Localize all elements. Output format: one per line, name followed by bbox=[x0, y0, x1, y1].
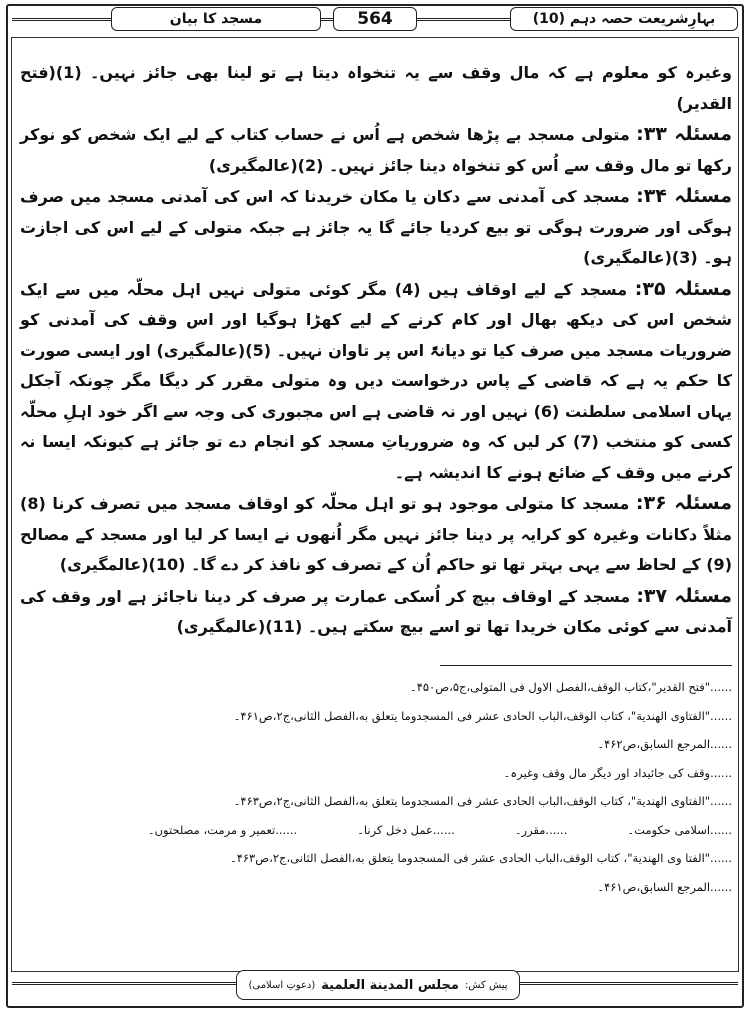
paragraph-text: متولی مسجد بے پڑھا شخص ہے اُس نے حساب کتاب کے لیے ایک شخص کو نوکر رکھا تو مال وقف سے اُس کو تنخواہ دینا جائز نہیں۔ (2)(عالمگیری) bbox=[20, 125, 732, 175]
footnote: ......"فتح القدیر"،کتاب الوقف،الفصل الاول فی المتولی،ج۵،ص۴۵۰۔ bbox=[409, 680, 732, 694]
paragraph-text: وغیرہ کو معلوم ہے کہ مال وقف سے یہ تنخواہ دیتا ہے تو لینا بھی جائز نہیں۔ (1)(فتح القدیر) bbox=[20, 63, 732, 113]
masala-heading: مسئلہ ۳۷: bbox=[636, 584, 732, 607]
footnote: ......مقرر۔ bbox=[514, 822, 568, 837]
book-title: بہارِشریعت حصہ دہم (10) bbox=[510, 7, 738, 31]
paragraph bbox=[20, 119, 732, 181]
header-rule bbox=[12, 18, 111, 21]
publisher-org: (دعوتِ اسلامی) bbox=[248, 979, 316, 991]
footnotes bbox=[20, 673, 732, 901]
paragraph-text: مسجد کی آمدنی سے دکان یا مکان خریدنا کہ اس کی آمدنی مسجد میں صرف ہوگی اور ضرورت ہوگی تو بیع کردیا جائے گا یہ جائز ہے جبکہ متولی کے لیے اس کی اجازت ہو۔ (3)(عالمگیری) bbox=[20, 187, 732, 267]
paragraph bbox=[20, 581, 732, 643]
masala-heading: مسئلہ ۳۴: bbox=[636, 185, 732, 207]
footnote: ......"الفتا وی الهندیة"، کتاب الوقف،الباب الحادی عشر فی المسجدوما یتعلق به،الفصل الثانی،ج۲،ص۴۶۳۔ bbox=[229, 851, 732, 865]
footnote: ......عمل دخل کرنا۔ bbox=[357, 822, 455, 837]
chapter-title: مسجد کا بیان bbox=[111, 7, 321, 31]
footnote-row bbox=[20, 816, 732, 845]
paragraph bbox=[20, 181, 732, 274]
header-rule bbox=[321, 18, 333, 21]
footer-prefix: پیش کش: bbox=[464, 979, 508, 991]
publisher-footer bbox=[236, 970, 520, 1000]
paragraph bbox=[20, 488, 732, 581]
footnote: ......تعمیر و مرمت، مصلحتوں۔ bbox=[147, 822, 298, 837]
masala-heading: مسئلہ ۳۵: bbox=[634, 277, 733, 300]
footnote: ......وقف کی جائیداد اور دیگر مال وقف وغیرہ۔ bbox=[503, 765, 732, 780]
paragraph-text: مسجد کے لیے اوقاف ہیں (4) مگر کوئی متولی نہیں اہل محلّہ میں سے ایک شخص اس کی دیکھ بھال اور کام کرنے کے لیے کھڑا ہوگیا اور اس وقف کی آمدنی کو ضروریات مسجد میں صرف کیا تو دیانۃً اس پر تاوان نہیں۔ (5)(عالمگیری) اور ایسی صورت کا حکم یہ ہے کہ قاضی کے پاس درخواست دیں وہ متولی مقرر کر دیگا مگر چونکہ آجکل یہاں اسلامی سلطنت (6) نہیں اور نہ قاضی ہے اس مجبوری کی وجہ سے اگر خود اہلِ محلّہ کسی کو منتخب (7) کر لیں کہ وہ ضروریاتِ مسجد کو انجام دے تو جائز ہے کیونکہ ایسا نہ کرنے میں وقف کے ضائع ہونے کا اندیشہ ہے۔ bbox=[20, 279, 733, 482]
paragraph bbox=[20, 58, 732, 119]
masala-heading: مسئلہ ۳۶: bbox=[635, 492, 733, 514]
footnote: ......"الفتاوی الهندیة"، کتاب الوقف،الباب الحادی عشر فی المسجدوما یتعلق به،الفصل الثانی،ج۲،ص۴۶۳۔ bbox=[233, 794, 732, 808]
footnote-separator bbox=[440, 665, 732, 666]
footnote: ......المرجع السابق،ص۴۶۲۔ bbox=[597, 737, 732, 751]
header-rule bbox=[417, 18, 510, 21]
footnote: ......اسلامی حکومت۔ bbox=[627, 822, 732, 837]
masala-heading: مسئلہ ۳۳: bbox=[636, 123, 733, 145]
main-text bbox=[20, 58, 732, 643]
paragraph bbox=[20, 274, 732, 489]
footnote: ......المرجع السابق،ص۴۶۱۔ bbox=[597, 879, 732, 894]
page-number: 564 bbox=[333, 7, 417, 31]
paragraph-text: مسجد کے اوقاف بیچ کر اُسکی عمارت پر صرف کر دینا ناجائز ہے اور وقف کی آمدنی سے کوئی مکان خریدا تھا تو اسے بیچ سکتے ہیں۔ (11)(عالمگیری) bbox=[20, 586, 732, 636]
paragraph-text: مسجد کا متولی موجود ہو تو اہل محلّہ کو اوقاف مسجد میں تصرف کرنا (8) مثلاً دکانات وغیرہ کو کرایہ پر دینا جائز نہیں مگر اُنھوں نے ایسا کر لیا اور مسجد کے مصالح (9) کے لحاظ سے یہی بہتر تھا تو حاکم اُن کے تصرف کو نافذ کر دے گا۔ (10)(عالمگیری) bbox=[20, 494, 732, 574]
footnote: ......"الفتاوی الهندیة"، کتاب الوقف،الباب الحادی عشر فی المسجدوما یتعلق به،الفصل الثانی،ج۲،ص۴۶۱۔ bbox=[233, 708, 732, 723]
publisher-name: مجلس المدینة العلمیة bbox=[321, 977, 459, 993]
